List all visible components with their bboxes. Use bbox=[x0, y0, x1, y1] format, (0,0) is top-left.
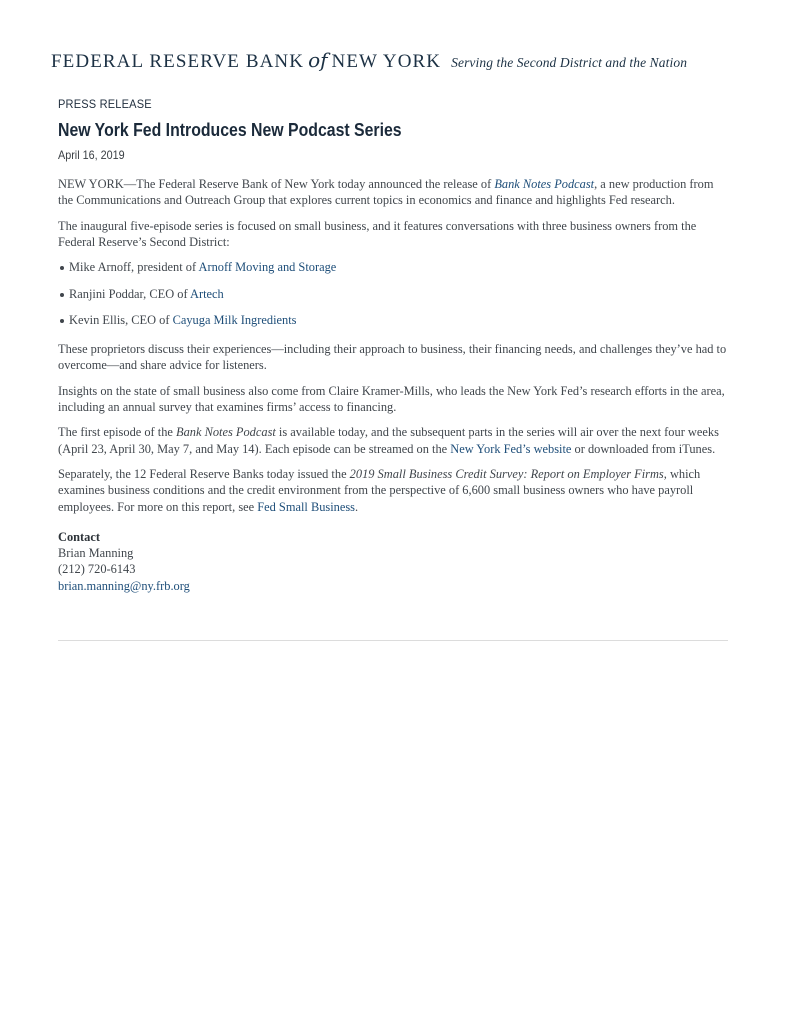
owner-description: Mike Arnoff, president of bbox=[69, 260, 199, 275]
contact-email-link[interactable]: brian.manning@ny.frb.org bbox=[58, 578, 190, 593]
company-link-cayuga[interactable]: Cayuga Milk Ingredients bbox=[172, 313, 297, 328]
masthead-bank-name-part1: FEDERAL RESERVE BANK bbox=[51, 51, 305, 72]
owner-description: Ranjini Poddar, CEO of bbox=[69, 286, 190, 301]
business-owners-list bbox=[58, 259, 730, 328]
masthead-of: of bbox=[308, 48, 328, 72]
contact-name: Brian Manning bbox=[58, 546, 134, 561]
masthead-bank-name-part2: NEW YORK bbox=[331, 51, 442, 72]
publish-date: April 16, 2019 bbox=[58, 148, 125, 162]
report-title: 2019 Small Business Credit Survey: Report on Employer Firms bbox=[349, 466, 664, 481]
list-item bbox=[69, 259, 730, 275]
paragraph-survey bbox=[58, 466, 730, 515]
masthead-tagline: Serving the Second District and the Nation bbox=[451, 55, 688, 70]
paragraph-episodes-text-mid: is available today, and the subsequent parts in the series will air over the next four weeks (April 23, April 30, May 7, and May 14). Each episode can be streamed on the bbox=[58, 425, 719, 456]
podcast-link[interactable]: Bank Notes Podcast bbox=[494, 177, 595, 191]
paragraph-survey-text-end: . bbox=[355, 499, 359, 514]
podcast-name: Bank Notes Podcast bbox=[176, 425, 276, 440]
masthead bbox=[51, 48, 687, 72]
paragraph-proprietors: These proprietors discuss their experiences—including their approach to business, their financing needs, and challenges they’ve had to overcome—and share advice for listeners. bbox=[58, 342, 727, 373]
paragraph-intro-text-end: , a new production from the Communications and Outreach Group that explores current topics in economics and finance and highlights Fed research. bbox=[58, 177, 714, 208]
page-title: New York Fed Introduces New Podcast Series bbox=[58, 120, 402, 140]
list-item bbox=[69, 286, 730, 302]
paragraph-intro bbox=[58, 176, 730, 209]
ny-fed-website-link[interactable]: New York Fed’s website bbox=[450, 441, 572, 456]
contact-block bbox=[58, 529, 730, 594]
paragraph-intro-text: NEW YORK—The Federal Reserve Bank of New York today announced the release of bbox=[58, 177, 495, 191]
company-link-arnoff[interactable]: Arnoff Moving and Storage bbox=[198, 260, 337, 275]
paragraph-survey-text-mid: , which examines business conditions and the credit environment from the perspective of 6,600 small business owners who have payroll employees. For more on this report, see bbox=[58, 466, 701, 514]
contact-phone: (212) 720-6143 bbox=[58, 562, 136, 577]
owner-description: Kevin Ellis, CEO of bbox=[69, 313, 173, 328]
list-item bbox=[69, 312, 730, 328]
paragraph-episodes bbox=[58, 424, 730, 457]
contact-heading: Contact bbox=[58, 529, 100, 544]
paragraph-insights: Insights on the state of small business also come from Claire Kramer-Mills, who leads the New York Fed’s research efforts in the area, including an annual survey that examines firms’ access to financing. bbox=[58, 383, 725, 415]
paragraph-series: The inaugural five-episode series is focused on small business, and it features conversations with three business owners from the Federal Reserve’s Second District: bbox=[58, 218, 697, 249]
fed-small-business-link[interactable]: Fed Small Business bbox=[257, 499, 356, 514]
paragraph-survey-text: Separately, the 12 Federal Reserve Banks today issued the bbox=[58, 466, 350, 481]
paragraph-episodes-text-end: or downloaded from iTunes. bbox=[571, 441, 716, 456]
company-link-artech[interactable]: Artech bbox=[190, 286, 224, 301]
press-release-label: PRESS RELEASE bbox=[58, 97, 152, 111]
article bbox=[58, 97, 730, 594]
paragraph-episodes-text: The first episode of the bbox=[58, 425, 177, 440]
footer-divider bbox=[58, 640, 728, 641]
